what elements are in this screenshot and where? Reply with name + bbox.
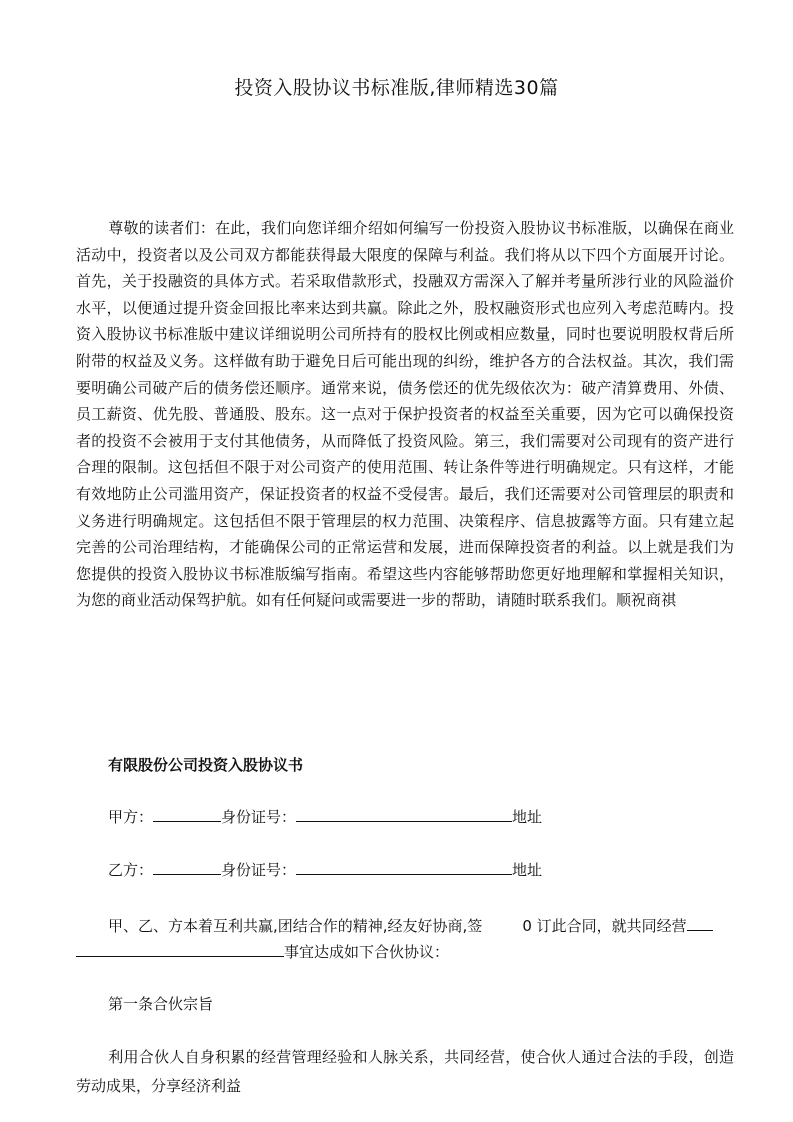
party-b-label: 乙方： xyxy=(108,861,154,879)
party-b-address-label: 地址 xyxy=(512,861,543,879)
party-a-id-label: 身份证号： xyxy=(221,808,297,826)
contract-title: 有限股份公司投资入股协议书 xyxy=(108,756,304,774)
clause-1-body xyxy=(76,1043,734,1101)
party-b-line xyxy=(108,859,542,881)
party-a-address-label: 地址 xyxy=(512,808,543,826)
agreement-text-3: 事宜达成如下合伙协议： xyxy=(284,943,450,961)
party-a-id-blank[interactable] xyxy=(296,806,512,822)
party-b-id-label: 身份证号： xyxy=(221,861,297,879)
agreement-line-1 xyxy=(108,915,713,937)
party-a-name-blank[interactable] xyxy=(153,806,221,822)
agreement-line-2 xyxy=(76,941,449,963)
agreement-text-1: 甲、乙、方本着互利共赢,团结合作的精神,经友好协商,签 xyxy=(108,917,483,935)
party-b-name-blank[interactable] xyxy=(153,859,221,875)
party-a-label: 甲方： xyxy=(108,808,154,826)
business-blank-start[interactable] xyxy=(687,915,713,931)
party-a-line xyxy=(108,806,542,828)
page-title: 投资入股协议书标准版,律师精选30篇 xyxy=(234,77,559,99)
intro-text: 尊敬的读者们：在此，我们向您详细介绍如何编写一份投资入股协议书标准版，以确保在商业活动中，投资者以及公司双方都能获得最大限度的保障与利益。我们将从以下四个方面展开讨论。首先，关于投融资的具体方式。若采取借款形式，投融双方需深入了解并考量所涉行业的风险溢价水平，以便通过提升资金回报比率来达到共赢。除此之外，股权融资形式也应列入考虑范畴内。投资入股协议书标准版中建议详细说明公司所持有的股权比例或相应数量，同时也要说明股权背后所附带的权益及义务。这样做有助于避免日后可能出现的纠纷，维护各方的合法权益。其次，我们需要明确公司破产后的债务偿还顺序。通常来说，债务偿还的优先级依次为：破产清算费用、外债、员工薪资、优先股、普通股、股东。这一点对于保护投资者的权益至关重要，因为它可以确保投资者的投资不会被用于支付其他债务，从而降低了投资风险。第三，我们需要对公司现有的资产进行合理的限制。这包括但不限于对公司资产的使用范围、转让条件等进行明确规定。只有这样，才能有效地防止公司滥用资产，保证投资者的权益不受侵害。最后，我们还需要对公司管理层的职责和义务进行明确规定。这包括但不限于管理层的权力范围、决策程序、信息披露等方面。只有建立起完善的公司治理结构，才能确保公司的正常运营和发展，进而保障投资者的利益。以上就是我们为您提供的投资入股协议书标准版编写指南。希望这些内容能够帮助您更好地理解和掌握相关知识，为您的商业活动保驾护航。如有任何疑问或需要进一步的帮助，请随时联系我们。顺祝商祺 xyxy=(76,219,734,610)
business-blank[interactable] xyxy=(76,941,284,957)
clause-1-text: 利用合伙人自身积累的经营管理经验和人脉关系，共同经营，使合伙人通过合法的手段，创造劳动成果，分享经济利益 xyxy=(76,1048,734,1095)
intro-paragraph xyxy=(76,215,734,614)
clause-1-title: 第一条合伙宗旨 xyxy=(108,995,214,1013)
party-b-id-blank[interactable] xyxy=(296,859,512,875)
agreement-text-2: 0 订此合同，就共同经营 xyxy=(522,917,687,935)
